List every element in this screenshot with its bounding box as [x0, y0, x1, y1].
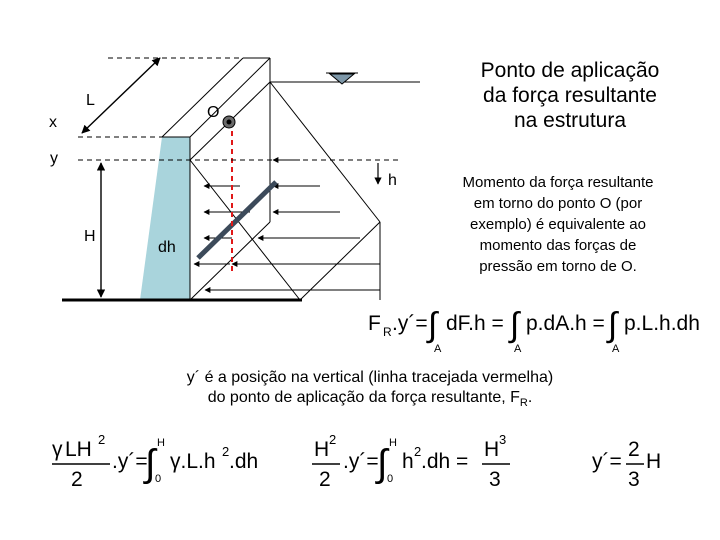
- title-line: Ponto de aplicação: [480, 59, 660, 82]
- eq1-term1: dF.h =: [446, 312, 504, 335]
- eq2-integrand: γ.L.h: [170, 450, 216, 473]
- dh-strip: [198, 182, 276, 258]
- eq3-integrand: h: [402, 450, 414, 473]
- eq4-num: 2: [628, 438, 640, 461]
- eq3-den: 2: [319, 468, 331, 491]
- eq4-var: H: [646, 450, 662, 473]
- note-line2: do ponto de aplicação da força resultante, F: [207, 389, 520, 406]
- integral-sign: ∫: [608, 306, 618, 344]
- eq1-term2: p.dA.h =: [526, 312, 605, 335]
- integral-sign: ∫: [510, 306, 520, 344]
- eq2-tail: .dh: [229, 450, 259, 473]
- eq1-r-sub: R: [383, 325, 392, 339]
- eq1-yprime: .y´=: [392, 312, 428, 335]
- eq1-f: F: [368, 312, 381, 335]
- label-x: x: [49, 114, 57, 131]
- eq1-area-sub: A: [612, 343, 620, 355]
- label-dh: dh: [158, 239, 176, 256]
- eq4-den: 3: [628, 468, 640, 491]
- eq3-tail: .dh =: [421, 450, 469, 473]
- integral-sign: ∫: [428, 306, 438, 344]
- integral-sign: ∫: [377, 443, 388, 485]
- equation-gamma: [48, 426, 278, 494]
- note-period: .: [527, 389, 533, 406]
- eq1-area-sub: A: [514, 343, 522, 355]
- eq2-gamma: γ: [52, 438, 63, 461]
- label-h: h: [388, 172, 397, 189]
- eq3-rden: 3: [489, 468, 501, 491]
- eq2-upper: H: [157, 437, 165, 449]
- eq3-rexp: 3: [499, 432, 507, 447]
- moment-line: exemplo) é equivalente ao: [470, 216, 646, 233]
- eq2-lh: LH: [65, 438, 92, 461]
- eq3-mid: .y´=: [343, 450, 379, 473]
- equation-result: [588, 426, 688, 494]
- eq3-rnum: H: [484, 438, 500, 461]
- equation-h-cubed: [310, 426, 530, 494]
- moment-line: pressão em torno de O.: [479, 258, 637, 275]
- title-line: na estrutura: [513, 109, 627, 132]
- moment-line: momento das forças de: [479, 237, 637, 254]
- equation-moment: [360, 292, 710, 356]
- note-line: y´ é a posição na vertical (linha tracejada vermelha): [186, 369, 554, 386]
- moment-line: em torno do ponto O (por: [473, 195, 643, 212]
- eq3-integrand-sq: 2: [414, 444, 422, 459]
- eq2-den: 2: [71, 468, 83, 491]
- eq3-h: H: [314, 438, 330, 461]
- label-o: O: [207, 104, 220, 121]
- eq2-mid: .y´=: [112, 450, 148, 473]
- eq2-lower: 0: [155, 473, 162, 485]
- moment-explanation: [428, 172, 688, 277]
- water-body: [140, 137, 190, 300]
- note-line: [120, 388, 620, 413]
- label-depth-h: H: [84, 228, 96, 245]
- integral-sign: ∫: [145, 443, 156, 485]
- eq4-lhs: y´=: [592, 450, 622, 473]
- moment-line: Momento da força resultante: [462, 174, 654, 191]
- eq3-sq: 2: [329, 432, 337, 447]
- pressure-arrows: [194, 160, 380, 290]
- note-sub-r: R: [519, 397, 528, 410]
- eq2-sq: 2: [98, 432, 106, 447]
- note-text: [120, 368, 620, 413]
- title-line: da força resultante: [483, 84, 657, 107]
- label-l: L: [86, 92, 95, 109]
- eq3-upper: H: [389, 437, 397, 449]
- label-y: y: [50, 150, 58, 167]
- eq1-area-sub: A: [434, 343, 442, 355]
- eq2-integrand-sq: 2: [222, 444, 230, 459]
- eq1-term3: p.L.h.dh: [624, 312, 700, 335]
- eq3-lower: 0: [387, 473, 394, 485]
- title-text: [440, 58, 700, 133]
